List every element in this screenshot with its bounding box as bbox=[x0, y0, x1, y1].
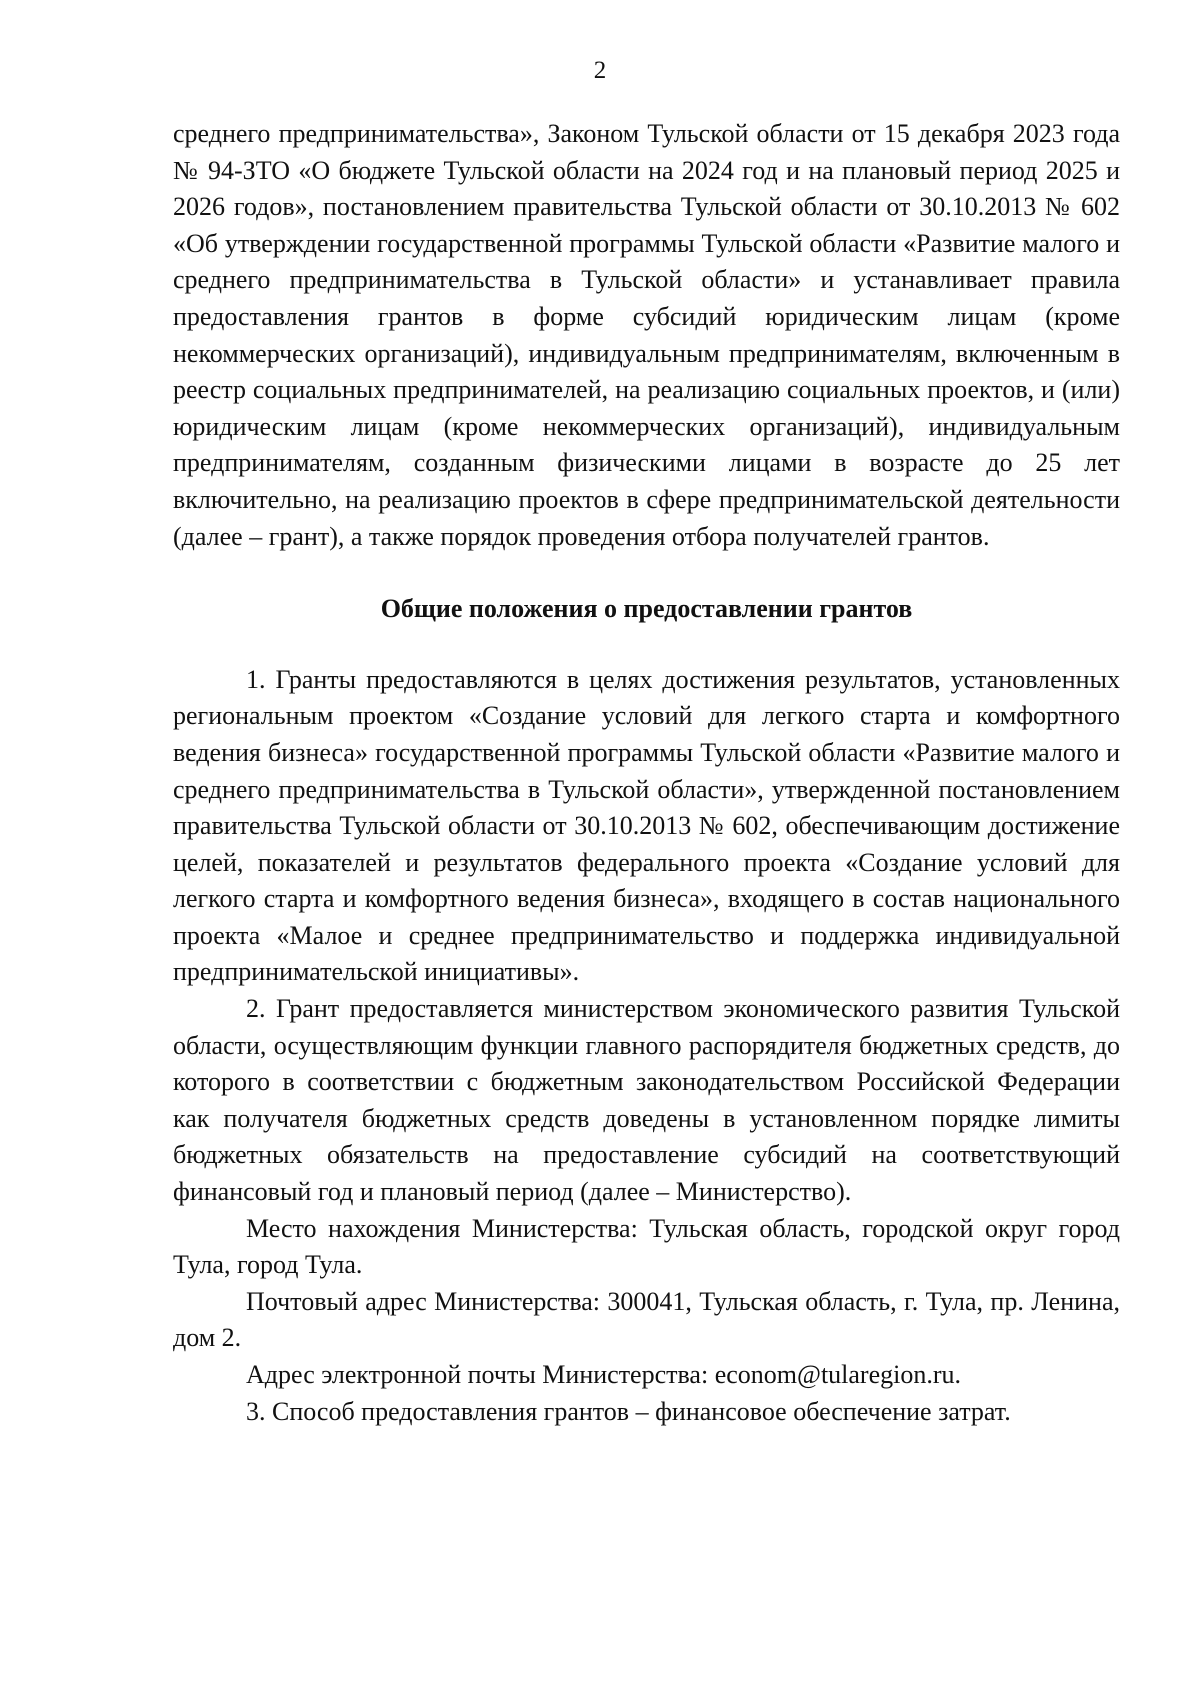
section-heading: Общие положения о предоставлении грантов bbox=[380, 594, 913, 624]
intro-paragraph: среднего предпринимательства», Законом Тульской области от 15 декабря 2023 года № 94-ЗТО «О бюджете Тульской области на 2024 год и на плановый период 2025 и 2026 годов», постановлением правительства Тульской области от 30.10.2013 № 602 «Об утверждении государственной программы Тульской области «Развитие малого и среднего предпринимательства в Тульской области» и устанавливает правила предоставления грантов в форме субсидий юридическим лицам (кроме некоммерческих организаций), индивидуальным предпринимателям, включенным в реестр социальных предпринимателей, на реализацию социальных проектов, и (или) юридическим лицам (кроме некоммерческих организаций), индивидуальным предпринимателям, созданным физическими лицами в возрасте до 25 лет включительно, на реализацию проектов в сфере предпринимательской деятельности (далее – грант), а также порядок проведения отбора получателей грантов. bbox=[173, 119, 1120, 551]
document-body bbox=[173, 116, 1120, 1430]
ministry-email-paragraph: Адрес электронной почты Министерства: econom@tularegion.ru. bbox=[246, 1360, 962, 1389]
ministry-postal-address-paragraph: Почтовый адрес Министерства: 300041, Тульская область, г. Тула, пр. Ленина, дом 2. bbox=[173, 1286, 1120, 1353]
paragraph-1: 1. Гранты предоставляются в целях достижения результатов, установленных региональным проектом «Создание условий для легкого старта и комфортного ведения бизнеса» государственной программы Тульской области «Развитие малого и среднего предпринимательства в Тульской области», утвержденной постановлением правительства Тульской области от 30.10.2013 № 602, обеспечивающим достижение целей, показателей и результатов федерального проекта «Создание условий для легкого старта и комфортного ведения бизнеса», входящего в состав национального проекта «Малое и среднее предпринимательство и поддержка индивидуальной предпринимательской инициативы». bbox=[173, 664, 1120, 987]
paragraph-2: 2. Грант предоставляется министерством экономического развития Тульской области, осуществляющим функции главного распорядителя бюджетных средств, до которого в соответствии с бюджетным законодательством Российской Федерации как получателя бюджетных средств доведены в установленном порядке лимиты бюджетных обязательств на предоставление субсидий на соответствующий финансовый год и плановый период (далее – Министерство). bbox=[173, 994, 1120, 1207]
paragraph-3: 3. Способ предоставления грантов – финансовое обеспечение затрат. bbox=[246, 1396, 1011, 1426]
ministry-location-paragraph: Место нахождения Министерства: Тульская область, городской округ город Тула, город Тула. bbox=[173, 1213, 1120, 1280]
page-number: 2 bbox=[593, 57, 607, 84]
